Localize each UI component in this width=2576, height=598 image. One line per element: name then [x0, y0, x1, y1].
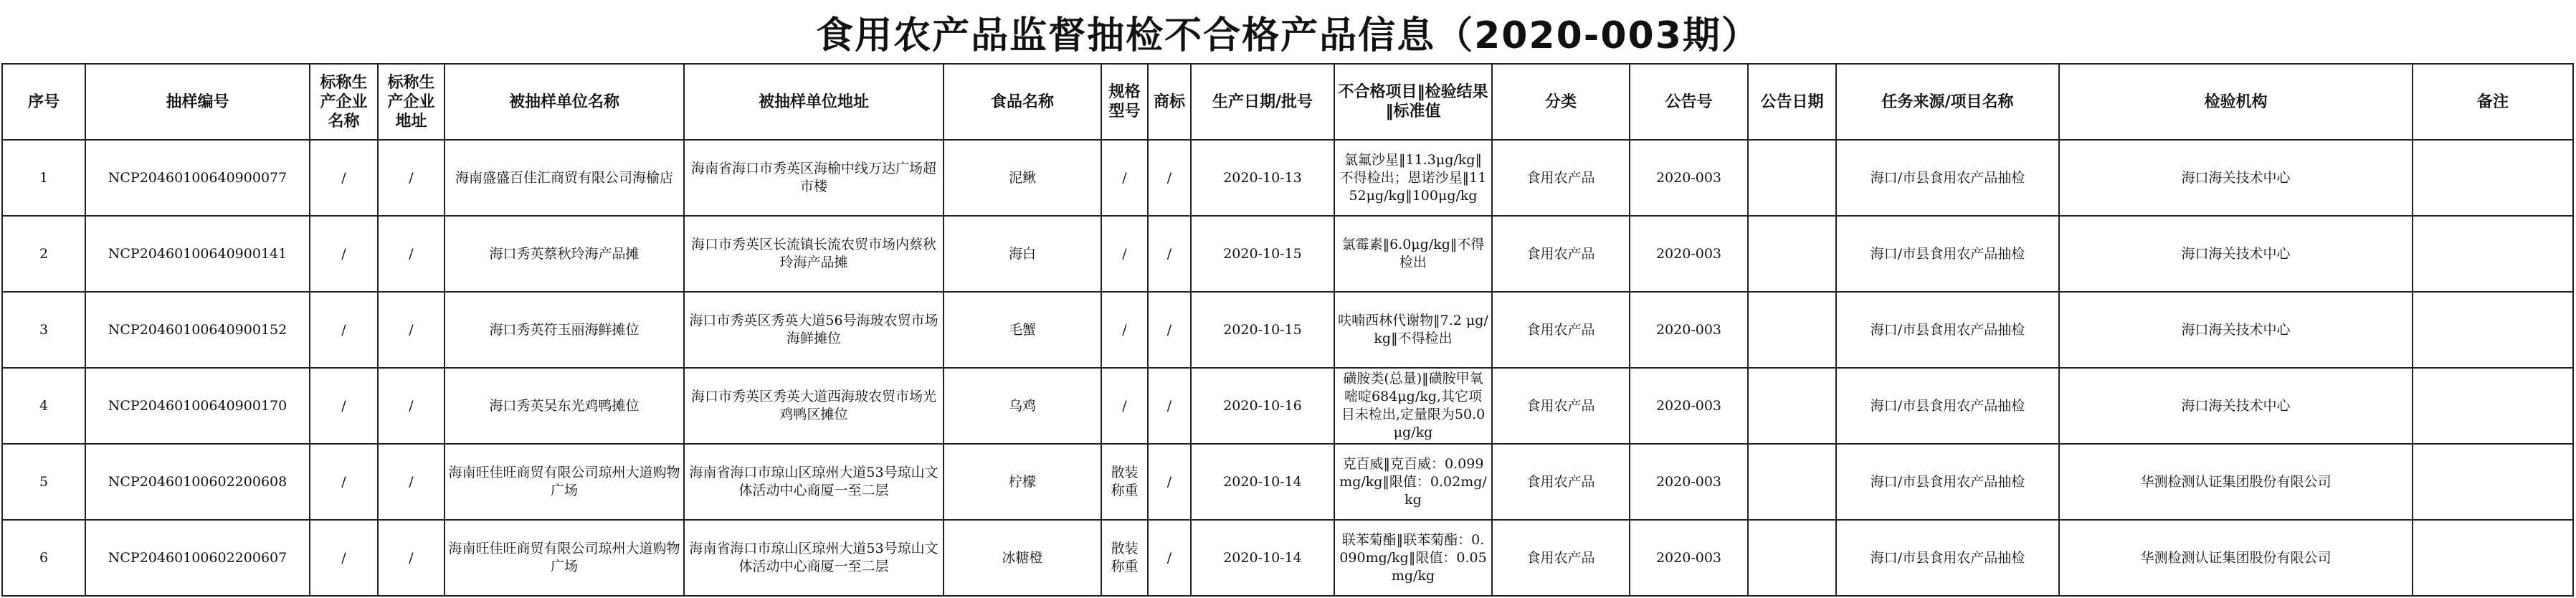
cell-food: 乌鸡: [944, 368, 1101, 444]
cell-unit-addr: 海南省海口市琼山区琼州大道53号琼山文体活动中心商厦一至二层: [684, 444, 944, 520]
cell-mfr-name: /: [310, 292, 378, 368]
cell-lab: 华测检测认证集团股份有限公司: [2059, 444, 2413, 520]
cell-remark: [2413, 520, 2573, 596]
cell-notice-no: 2020-003: [1630, 368, 1748, 444]
cell-sample-id: NCP20460100640900170: [85, 368, 310, 444]
cell-food: 冰糖橙: [944, 520, 1101, 596]
cell-remark: [2413, 292, 2573, 368]
cell-unit-addr: 海口市秀英区秀英大道56号海玻农贸市场海鲜摊位: [684, 292, 944, 368]
cell-brand: /: [1148, 140, 1191, 216]
cell-notice-no: 2020-003: [1630, 216, 1748, 292]
cell-lab: 海口海关技术中心: [2059, 216, 2413, 292]
cell-item: [1334, 292, 1492, 368]
col-header-brand: 商标: [1148, 64, 1191, 140]
cell-sample-id: NCP20460100602200608: [85, 444, 310, 520]
cell-notice-date: [1748, 216, 1836, 292]
cell-task: 海口/市县食用农产品抽检: [1836, 140, 2059, 216]
cell-category: 食用农产品: [1492, 140, 1630, 216]
cell-date: 2020-10-15: [1191, 216, 1334, 292]
col-header-lab: 检验机构: [2059, 64, 2413, 140]
col-header-category: 分类: [1492, 64, 1630, 140]
cell-remark: [2413, 368, 2573, 444]
cell-brand: /: [1148, 292, 1191, 368]
cell-no: 3: [2, 292, 85, 368]
cell-food: 柠檬: [944, 444, 1101, 520]
cell-no: 6: [2, 520, 85, 596]
cell-sample-id: NCP20460100602200607: [85, 520, 310, 596]
table-row: [2, 444, 2573, 520]
cell-remark: [2413, 140, 2573, 216]
cell-date: 2020-10-15: [1191, 292, 1334, 368]
cell-brand: /: [1148, 520, 1191, 596]
cell-item-text: 磺胺类(总量)‖磺胺甲氧嘧啶684μg/kg,其它项目未检出,定量限为50.0μg/kg: [1341, 371, 1486, 440]
cell-unit-addr: 海口市秀英区秀英大道西海玻农贸市场光鸡鸭区摊位: [684, 368, 944, 444]
cell-spec: /: [1101, 292, 1148, 368]
cell-category: 食用农产品: [1492, 520, 1630, 596]
cell-no: 4: [2, 368, 85, 444]
cell-sample-id: NCP20460100640900152: [85, 292, 310, 368]
cell-unit-name: 海口秀英蔡秋玲海产品摊: [445, 216, 684, 292]
cell-remark: [2413, 216, 2573, 292]
table-row: [2, 292, 2573, 368]
cell-category: 食用农产品: [1492, 368, 1630, 444]
col-header-remark: 备注: [2413, 64, 2573, 140]
col-header-date: 生产日期/批号: [1191, 64, 1334, 140]
cell-sample-id: NCP20460100640900141: [85, 216, 310, 292]
cell-date: 2020-10-14: [1191, 444, 1334, 520]
cell-lab: 海口海关技术中心: [2059, 292, 2413, 368]
cell-mfr-name: /: [310, 520, 378, 596]
cell-spec: /: [1101, 368, 1148, 444]
col-header-no: 序号: [2, 64, 85, 140]
table-row: [2, 140, 2573, 216]
cell-mfr-addr: /: [378, 520, 445, 596]
cell-item-text: 联苯菊酯‖联苯菊酯：0.090mg/kg‖限值：0.05mg/kg: [1339, 531, 1487, 584]
cell-food: 泥鳅: [944, 140, 1101, 216]
cell-sample-id: NCP20460100640900077: [85, 140, 310, 216]
cell-item-text: 呋喃西林代谢物‖7.2 μg/kg‖不得检出: [1338, 313, 1488, 346]
cell-task: 海口/市县食用农产品抽检: [1836, 368, 2059, 444]
cell-unit-name: 海口秀英符玉丽海鲜摊位: [445, 292, 684, 368]
cell-item-text: 氯霉素‖6.0μg/kg‖不得检出: [1341, 237, 1485, 270]
cell-spec: 散装称重: [1101, 520, 1148, 596]
cell-mfr-addr: /: [378, 140, 445, 216]
cell-mfr-name: /: [310, 444, 378, 520]
cell-spec: /: [1101, 216, 1148, 292]
col-header-sample-id: 抽样编号: [85, 64, 310, 140]
cell-unit-name: 海口秀英吴东光鸡鸭摊位: [445, 368, 684, 444]
table-row: [2, 216, 2573, 292]
cell-spec: /: [1101, 140, 1148, 216]
cell-item-text: 氯氟沙星‖11.3μg/kg‖不得检出；恩诺沙星‖1152μg/kg‖100μg/kg: [1339, 151, 1487, 204]
col-header-item: 不合格项目‖检验结果‖标准值: [1334, 64, 1492, 140]
cell-unit-name: 海南旺佳旺商贸有限公司琼州大道购物广场: [445, 444, 684, 520]
cell-item: [1334, 140, 1492, 216]
cell-unit-addr: 海口市秀英区长流镇长流农贸市场内蔡秋玲海产品摊: [684, 216, 944, 292]
header-row: [2, 64, 2573, 140]
cell-no: 2: [2, 216, 85, 292]
cell-unit-name: 海南盛盛百佳汇商贸有限公司海榆店: [445, 140, 684, 216]
col-header-spec: 规格型号: [1101, 64, 1148, 140]
cell-notice-no: 2020-003: [1630, 444, 1748, 520]
cell-notice-no: 2020-003: [1630, 140, 1748, 216]
cell-task: 海口/市县食用农产品抽检: [1836, 520, 2059, 596]
cell-brand: /: [1148, 444, 1191, 520]
cell-category: 食用农产品: [1492, 292, 1630, 368]
col-header-mfr-name: 标称生产企业名称: [310, 64, 378, 140]
cell-mfr-addr: /: [378, 444, 445, 520]
cell-category: 食用农产品: [1492, 216, 1630, 292]
cell-notice-date: [1748, 444, 1836, 520]
cell-item: [1334, 520, 1492, 596]
cell-notice-date: [1748, 140, 1836, 216]
page-title: 食用农产品监督抽检不合格产品信息（2020-003期）: [816, 14, 1760, 57]
cell-lab: 海口海关技术中心: [2059, 140, 2413, 216]
cell-mfr-name: /: [310, 216, 378, 292]
cell-unit-addr: 海南省海口市秀英区海榆中线万达广场超市楼: [684, 140, 944, 216]
cell-category: 食用农产品: [1492, 444, 1630, 520]
col-header-notice-date: 公告日期: [1748, 64, 1836, 140]
cell-unit-addr: 海南省海口市琼山区琼州大道53号琼山文体活动中心商厦一至二层: [684, 520, 944, 596]
cell-notice-no: 2020-003: [1630, 292, 1748, 368]
cell-date: 2020-10-14: [1191, 520, 1334, 596]
cell-mfr-name: /: [310, 368, 378, 444]
cell-lab: 华测检测认证集团股份有限公司: [2059, 520, 2413, 596]
col-header-food: 食品名称: [944, 64, 1101, 140]
table-row: [2, 520, 2573, 596]
cell-item: [1334, 368, 1492, 444]
cell-notice-date: [1748, 520, 1836, 596]
cell-task: 海口/市县食用农产品抽检: [1836, 444, 2059, 520]
col-header-notice-no: 公告号: [1630, 64, 1748, 140]
col-header-task: 任务来源/项目名称: [1836, 64, 2059, 140]
cell-item: [1334, 444, 1492, 520]
cell-no: 1: [2, 140, 85, 216]
cell-item: [1334, 216, 1492, 292]
cell-notice-date: [1748, 368, 1836, 444]
cell-notice-no: 2020-003: [1630, 520, 1748, 596]
cell-lab: 海口海关技术中心: [2059, 368, 2413, 444]
cell-task: 海口/市县食用农产品抽检: [1836, 216, 2059, 292]
cell-remark: [2413, 444, 2573, 520]
cell-food: 海白: [944, 216, 1101, 292]
cell-brand: /: [1148, 368, 1191, 444]
cell-brand: /: [1148, 216, 1191, 292]
cell-notice-date: [1748, 292, 1836, 368]
cell-mfr-name: /: [310, 140, 378, 216]
cell-spec: 散装称重: [1101, 444, 1148, 520]
col-header-mfr-addr: 标称生产企业地址: [378, 64, 445, 140]
cell-no: 5: [2, 444, 85, 520]
col-header-unit-addr: 被抽样单位地址: [684, 64, 944, 140]
cell-unit-name: 海南旺佳旺商贸有限公司琼州大道购物广场: [445, 520, 684, 596]
col-header-unit-name: 被抽样单位名称: [445, 64, 684, 140]
cell-task: 海口/市县食用农产品抽检: [1836, 292, 2059, 368]
cell-date: 2020-10-16: [1191, 368, 1334, 444]
cell-food: 毛蟹: [944, 292, 1101, 368]
table-row: [2, 368, 2573, 444]
cell-mfr-addr: /: [378, 216, 445, 292]
results-table: [1, 63, 2574, 597]
cell-mfr-addr: /: [378, 368, 445, 444]
cell-item-text: 克百威‖克百威：0.099 mg/kg‖限值：0.02mg/kg: [1339, 455, 1487, 508]
cell-mfr-addr: /: [378, 292, 445, 368]
cell-date: 2020-10-13: [1191, 140, 1334, 216]
